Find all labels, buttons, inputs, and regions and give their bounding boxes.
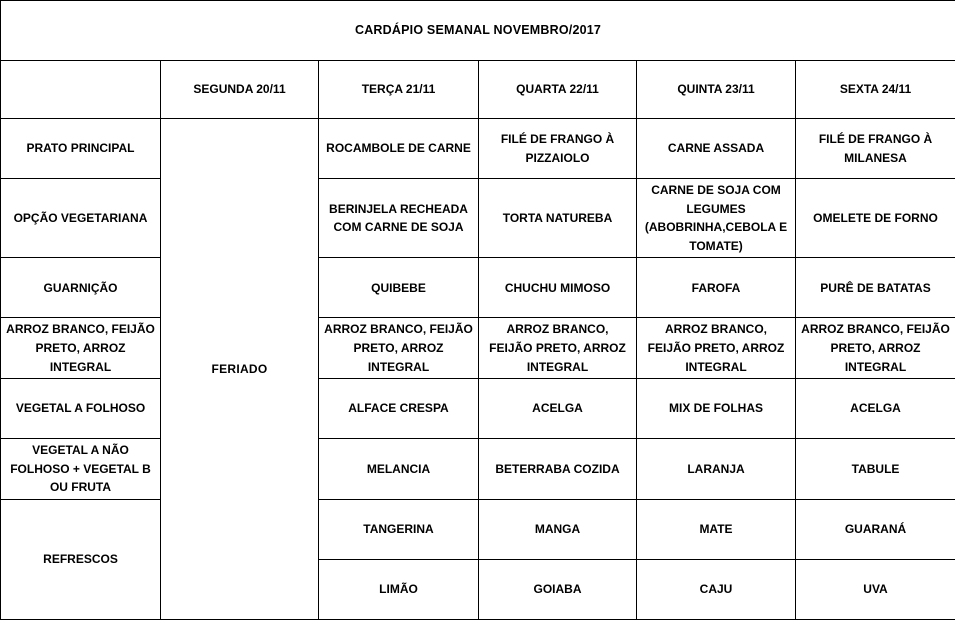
- menu-cell: TORTA NATUREBA: [479, 179, 637, 258]
- menu-cell: GOIABA: [479, 559, 637, 619]
- column-header-sexta: SEXTA 24/11: [796, 61, 955, 119]
- menu-cell: UVA: [796, 559, 955, 619]
- menu-cell: TANGERINA: [319, 499, 479, 559]
- column-header-quinta: QUINTA 23/11: [637, 61, 796, 119]
- column-header-terca: TERÇA 21/11: [319, 61, 479, 119]
- menu-cell: LIMÃO: [319, 559, 479, 619]
- menu-cell: ARROZ BRANCO, FEIJÃO PRETO, ARROZ INTEGRAL: [319, 318, 479, 379]
- menu-cell: BERINJELA RECHEADA COM CARNE DE SOJA: [319, 179, 479, 258]
- menu-cell: BETERRABA COZIDA: [479, 439, 637, 500]
- menu-cell: FAROFA: [637, 258, 796, 318]
- menu-cell: ACELGA: [796, 379, 955, 439]
- menu-cell: CHUCHU MIMOSO: [479, 258, 637, 318]
- column-header-quarta: QUARTA 22/11: [479, 61, 637, 119]
- menu-cell: GUARANÁ: [796, 499, 955, 559]
- menu-cell: ALFACE CRESPA: [319, 379, 479, 439]
- menu-cell: ARROZ BRANCO, FEIJÃO PRETO, ARROZ INTEGRAL: [637, 318, 796, 379]
- menu-cell: CAJU: [637, 559, 796, 619]
- menu-cell: MELANCIA: [319, 439, 479, 500]
- menu-cell: ACELGA: [479, 379, 637, 439]
- menu-cell: MIX DE FOLHAS: [637, 379, 796, 439]
- feriado-cell: FERIADO: [161, 119, 319, 620]
- menu-cell: ARROZ BRANCO, FEIJÃO PRETO, ARROZ INTEGRAL: [479, 318, 637, 379]
- menu-cell: OMELETE DE FORNO: [796, 179, 955, 258]
- menu-cell: TABULE: [796, 439, 955, 500]
- menu-cell: PURÊ DE BATATAS: [796, 258, 955, 318]
- menu-cell: ARROZ BRANCO, FEIJÃO PRETO, ARROZ INTEGRAL: [796, 318, 955, 379]
- page-title: CARDÁPIO SEMANAL NOVEMBRO/2017: [1, 1, 955, 61]
- row-label-arroz-feijao: ARROZ BRANCO, FEIJÃO PRETO, ARROZ INTEGRAL: [1, 318, 161, 379]
- row-label-guarnicao: GUARNIÇÃO: [1, 258, 161, 318]
- row-label-vegetal-folhoso: VEGETAL A FOLHOSO: [1, 379, 161, 439]
- menu-cell: CARNE ASSADA: [637, 119, 796, 179]
- row-label-opcao-vegetariana: OPÇÃO VEGETARIANA: [1, 179, 161, 258]
- menu-cell: LARANJA: [637, 439, 796, 500]
- row-label-prato-principal: PRATO PRINCIPAL: [1, 119, 161, 179]
- menu-cell: FILÉ DE FRANGO À MILANESA: [796, 119, 955, 179]
- column-header-segunda: SEGUNDA 20/11: [161, 61, 319, 119]
- menu-cell: MANGA: [479, 499, 637, 559]
- row-label-vegetal-nao-folhoso: VEGETAL A NÃO FOLHOSO + VEGETAL B OU FRUTA: [1, 439, 161, 500]
- menu-cell: CARNE DE SOJA COM LEGUMES (ABOBRINHA,CEBOLA E TOMATE): [637, 179, 796, 258]
- row-label-refrescos: REFRESCOS: [1, 499, 161, 619]
- corner-cell: [1, 61, 161, 119]
- menu-cell: QUIBEBE: [319, 258, 479, 318]
- menu-cell: ROCAMBOLE DE CARNE: [319, 119, 479, 179]
- menu-cell: FILÉ DE FRANGO À PIZZAIOLO: [479, 119, 637, 179]
- menu-cell: MATE: [637, 499, 796, 559]
